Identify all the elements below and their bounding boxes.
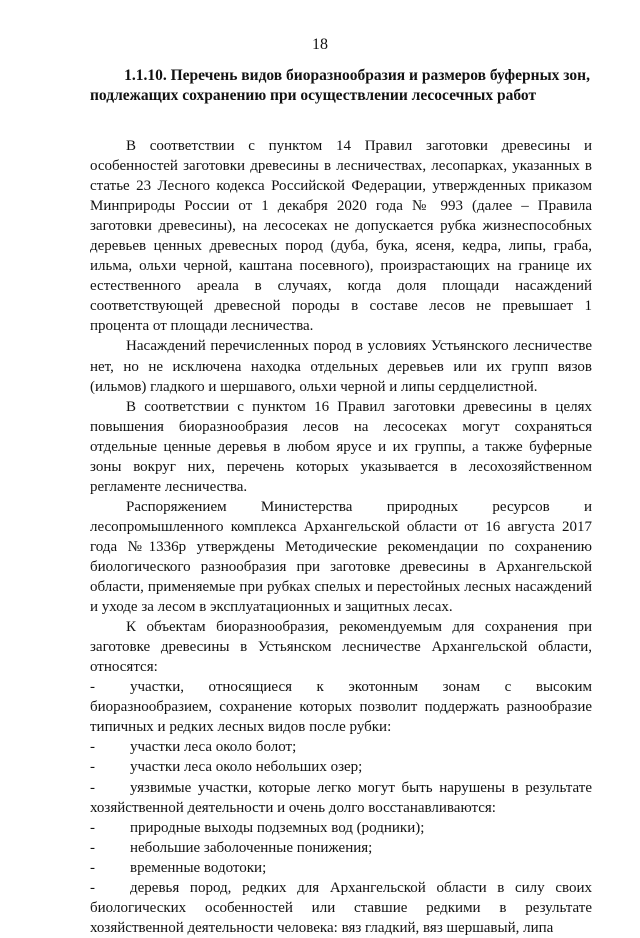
list-item-text: уязвимые участки, которые легко могут быть нарушены в результате хозяйственной деятельности и очень долго восстанавливаются: bbox=[90, 779, 592, 816]
paragraph: Насаждений перечисленных пород в условиях Устьянского лесничестве нет, но не исключена находка отдельных деревьев или их групп вязов (ильмов) гладкого и шершавого, ольхи черной и липы сердцелистной. bbox=[90, 338, 592, 395]
document-body bbox=[90, 136, 592, 938]
list-dash: - bbox=[90, 759, 95, 776]
list-item bbox=[90, 878, 592, 938]
list-item-text: небольшие заболоченные понижения; bbox=[130, 839, 373, 856]
section-heading bbox=[90, 66, 590, 106]
page-number: 18 bbox=[312, 36, 328, 53]
list-item bbox=[90, 838, 592, 858]
list-item-text: участки леса около болот; bbox=[130, 739, 297, 756]
list-item bbox=[90, 757, 592, 777]
list-item bbox=[90, 737, 592, 757]
list-item bbox=[90, 818, 592, 838]
list-dash: - bbox=[90, 739, 95, 756]
list-item-text: природные выходы подземных вод (родники); bbox=[130, 819, 425, 836]
list-item bbox=[90, 858, 592, 878]
list-item bbox=[90, 778, 592, 818]
section-heading-line-2: подлежащих сохранению при осуществлении лесосечных работ bbox=[90, 87, 537, 104]
list-item-text: участки леса около небольших озер; bbox=[130, 759, 363, 776]
list-item-text: деревья пород, редких для Архангельской области в силу своих биологических особенностей или ставшие редкими в результате хозяйственной деятельности человека: вяз гладкий, вяз шершавый, липа bbox=[90, 879, 592, 936]
paragraph: В соответствии с пунктом 14 Правил заготовки древесины и особенностей заготовки древесины в лесничествах, лесопарках, указанных в статье 23 Лесного кодекса Российской Федерации, утвержденных приказом Минприроды России от 1 декабря 2020 года № 993 (далее – Правила заготовки древесины), на лесосеках не допускается рубка жизнеспособных деревьев ценных древесных пород (дуба, бука, ясеня, кедра, липы, граба, ильма, ольхи черной, каштана посевного), произрастающих на границе их естественного ареала в случаях, когда доля площади насаждений соответствующей древесной породы в составе лесов не превышает 1 процента от площади лесничества. bbox=[90, 138, 592, 335]
paragraph: В соответствии с пунктом 16 Правил заготовки древесины в целях повышения биоразнообразия лесов на лесосеках могут сохраняться отдельные ценные деревья в любом ярусе и их группы, а также буферные зоны вокруг них, перечень которых указывается в лесохозяйственном регламенте лесничества. bbox=[90, 398, 592, 495]
list-item-text: временные водотоки; bbox=[130, 859, 267, 876]
list-dash: - bbox=[90, 819, 95, 836]
paragraph: К объектам биоразнообразия, рекомендуемым для сохранения при заготовке древесины в Устьянском лесничестве Архангельской области, относятся: bbox=[90, 619, 592, 676]
list-dash: - bbox=[90, 859, 95, 876]
list-item bbox=[90, 677, 592, 737]
section-heading-line-1: 1.1.10. Перечень видов биоразнообразия и размеров буферных зон, bbox=[124, 67, 590, 84]
paragraph: Распоряжением Министерства природных ресурсов и лесопромышленного комплекса Архангельской области от 16 августа 2017 года №1336р утверждены Методические рекомендации по сохранению биологического разнообразия при заготовке древесины в Архангельской области, применяемые при рубках спелых и перестойных лесных насаждений и уходе за лесом в эксплуатационных и защитных лесах. bbox=[90, 498, 592, 616]
list-dash: - bbox=[90, 679, 95, 696]
list-dash: - bbox=[90, 779, 95, 796]
list-dash: - bbox=[90, 879, 95, 896]
list-dash: - bbox=[90, 839, 95, 856]
list-item-text: участки, относящиеся к экотонным зонам с высоким биоразнообразием, сохранение которых позволит поддержать разнообразие типичных и редких лесных видов после рубки: bbox=[90, 679, 592, 736]
